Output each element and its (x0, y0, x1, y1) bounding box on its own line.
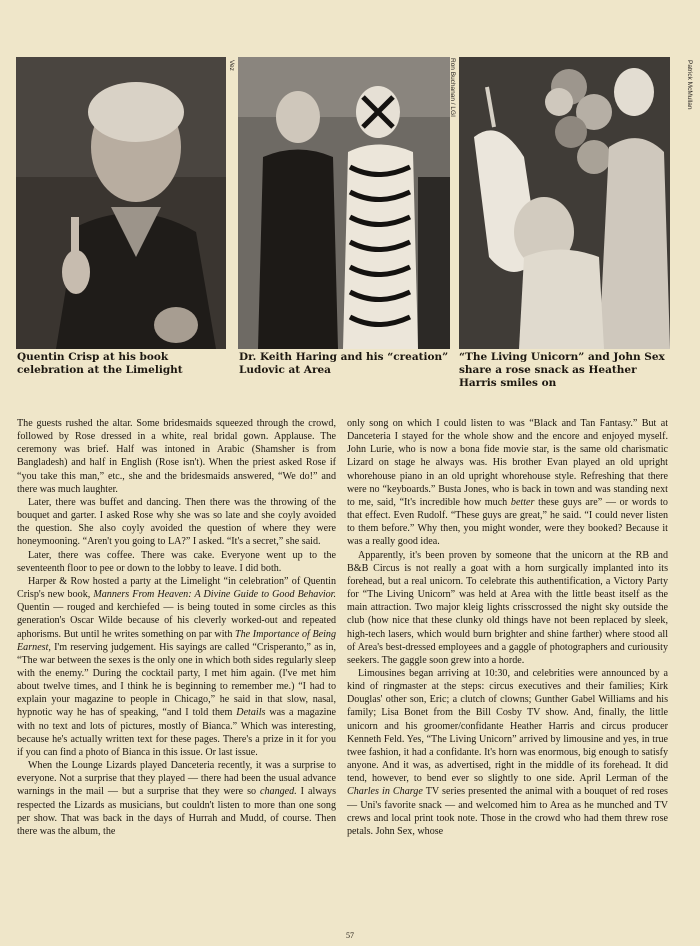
book-title: Manners From Heaven: A Divine Guide to Good Behavior. (93, 589, 337, 601)
photo-credit: Patrick McMullan (686, 60, 693, 110)
paragraph: Limousines began arriving at 10:30, and celebrities were announced by a kind of ringmaster at the steps: circus executives and their families; Kirk Douglas' other son, Eric; a clutch of clowns; Gunther Gabel Williams and his family; Lisa Bonet from the Bill Cosby TV show. And, finally, the little unicorn and his groomer/confidante Heather Harris and circus producer Kenneth Feld. Yes, “The Living Unicorn” arrived by limousine and yes, in true twee fashion, it had a confidante. It's horn was enormous, big enough to satisfy anyone. And it was, as advertised, right in the middle of its forehead. It did tend, however, to bend ever so slightly to one side. April Lerman of the Charles in Charge TV series presented the animal with a bouquet of red roses — Uni's favorite snack — and welcomed him to Area as he munched and TV crews and local print took note. Those in the crowd who had them threw rose petals. John Sex, whose (347, 667, 668, 837)
photo-living-unicorn (459, 57, 670, 349)
article-column-left (17, 417, 336, 838)
photo-quentin-crisp (16, 57, 226, 349)
paragraph: Later, there was coffee. There was cake. Everyone went up to the seventeenth floor to pee or down to the lobby to leave. I did both. (17, 549, 336, 574)
paragraph: only song on which I could listen to was “Black and Tan Fantasy.” But at Danceteria I stayed for the whole show and the encore and enjoyed myself. John Lurie, who is now a bona fide movie star, is the same old charismatic Lizard on stage he always was. His brother Evan played an old upright whorehouse piano in an old upright whorehouse style. Refreshing that there were no “keyboards.” Busta Jones, who is back in town and was standing next to me, said, “It's incredible how much better these guys are” — or words to that effect. Even Rudolf. “These guys are great,” he said. “I could never listen to them before.” Why then, you might wonder, were they booked? Because it was a really good idea. (347, 418, 668, 548)
paragraph: When the Lounge Lizards played Danceteria recently, it was a surprise to everyone. Not a surprise that they played — there had been the usual advance warnings in the mail — but a surprise that they were so changed. I always respected the Lizards as musicians, but couldn't listen to more than one song per show. That was back in the days of Hurrah and Mudd, of course. Then there was the album, the (17, 760, 336, 837)
paragraph: Harper & Row hosted a party at the Limelight “in celebration” of Quentin Crisp's new book, Manners From Heaven: A Divine Guide to Good Behavior. Quentin — rouged and kerchiefed — is being touted in some circles as this generation's Oscar Wilde because of his cleverly worked-out and repeated aphorisms. But until he writes something on par with The Importance of Being Earnest, I'm reserving judgement. His sayings are called “Crisperanto,” as in, “The war between the sexes is the only one in which both sides regularly sleep with the enemy.” During the cocktail party, I met him again. (I've met him about twelve times, and I think he is beginning to remember me.) “I had to explain your magazine to people in Chicago,” he said in that slow, nasal, hypnotic way he has of speaking, “and I told them Details was a magazine with no text and lots of pictures, mostly of Bianca.” Which was interesting, because he's actually written text for these pages. There's a prize in it for you if you can find a photo of Bianca in this issue. Or last issue. (17, 575, 337, 758)
paragraph: Apparently, it's been proven by someone that the unicorn at the RB and B&B Circus is not really a goat with a horn surgically implanted into its forehead, but a real unicorn. To celebrate this authentification, a Victory Party for “The Living Unicorn” was held at Area with the little beast itself as the main attraction. Two major kleig lights crisscrossed the night sky outside the club (how nice that these clunky old things have not been replaced by sleek, high-tech lasers, which would burn brighter and shine farther) where stood all of Area's best-dressed employees and a gaggle of photographers and curiousity seekers. The gaggle soon grew into a horde. (347, 549, 668, 666)
photo-caption: Quentin Crisp at his book celebration at the Limelight (17, 351, 183, 376)
photo-caption: Dr. Keith Haring and his “creation” Ludovic at Area (239, 351, 449, 376)
paragraph: Later, there was buffet and dancing. Then there was the throwing of the bouquet and garter. I asked Rose why she was so late and she coyly avoided the question. She also coyly avoided the question of where they were honeymooning. “Aren't you going to LA?” I asked. “It's a secret,” she said. (17, 496, 336, 548)
article-column-right (347, 417, 668, 838)
play-title: The Importance of Being Earnest, (17, 628, 336, 653)
paragraph: The guests rushed the altar. Some bridesmaids squeezed through the crowd, followed by Rose dressed in a white, real bridal gown. Applause. The ceremony was brief. Half was intoned in Arabic (Shamsher is from Bangladesh) and half in English (Rose isn't). When the priest asked Rose if “you take this man,” etc., she and the bridesmaids answered, “We do!” and there was much laughter. (17, 418, 336, 495)
page-number: 57 (346, 931, 354, 940)
photo-credit: Vez (228, 60, 235, 71)
photo-credit: Ron Buchanan / LGI (449, 58, 456, 117)
tv-show-title: Charles in Charge (347, 786, 423, 798)
photo-keith-haring (238, 57, 450, 349)
photo-caption: “The Living Unicorn” and John Sex share a rose snack as Heather Harris smiles on (459, 351, 665, 389)
emphasis: better (510, 496, 535, 508)
emphasis: changed. (260, 786, 297, 798)
magazine-title: Details (236, 707, 266, 719)
